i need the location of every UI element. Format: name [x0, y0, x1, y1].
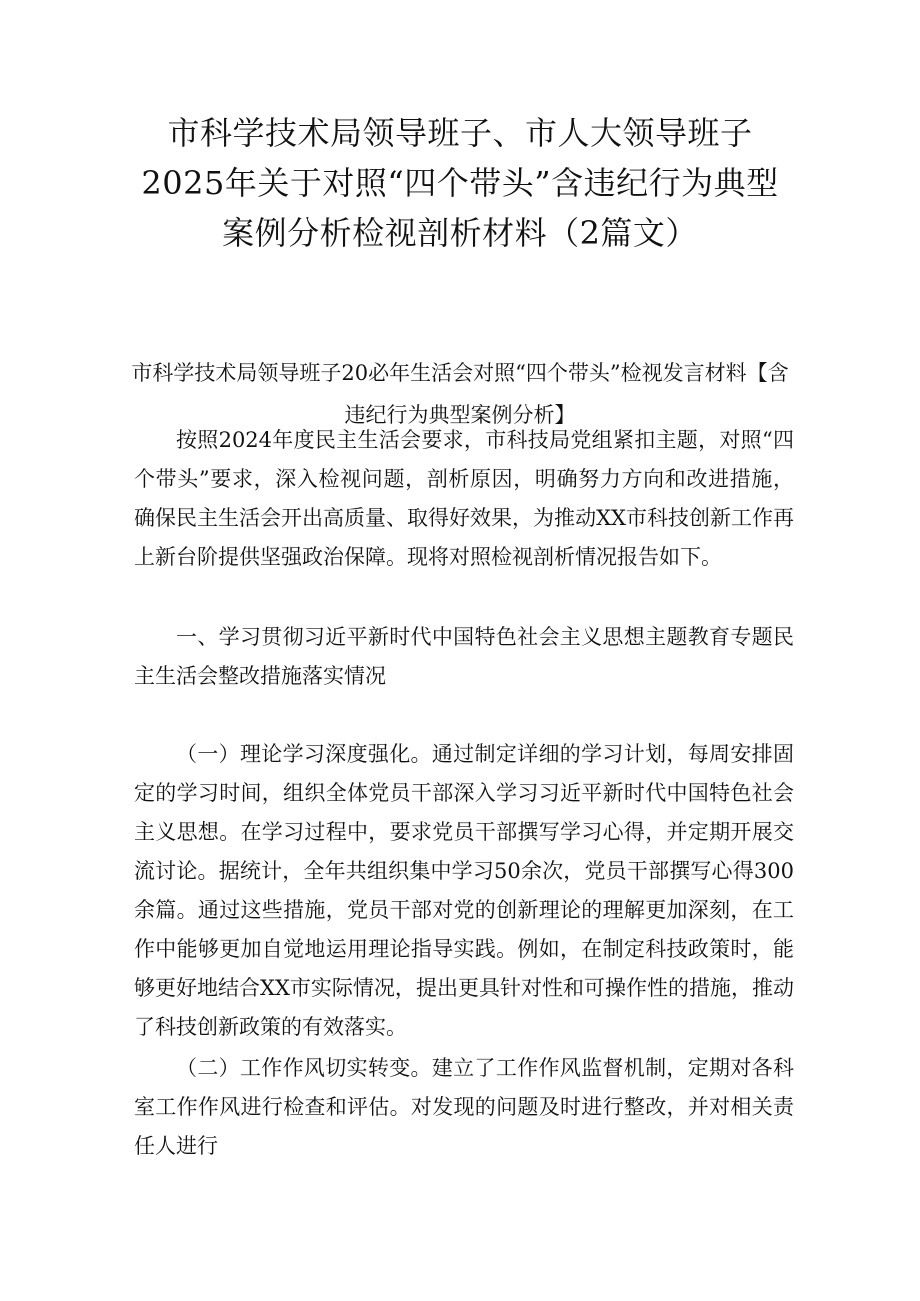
paragraph-work-style: （二）工作作风切实转变。建立了工作作风监督机制，定期对各科室工作作风进行检查和评估。对发现的问题及时进行整改，并对相关责任人进行 — [134, 1056, 794, 1158]
paragraph-intro: 按照2024年度民主生活会要求，市科技局党组紧扣主题，对照“四个带头”要求，深入检视问题，剖析原因，明确努力方向和改进措施，确保民主生活会开出高质量、取得好效果，为推动XX市科技创新工作再上新台阶提供坚强政治保障。现将对照检视剖析情况报告如下。 — [134, 428, 794, 569]
paragraph-theory-study: （一）理论学习深度强化。通过制定详细的学习计划，每周安排固定的学习时间，组织全体党员干部深入学习习近平新时代中国特色社会主义思想。在学习过程中，要求党员干部撰写学习心得，并定期开展交流讨论。据统计，全年共组织集中学习50余次，党员干部撰写心得300余篇。通过这些措施，党员干部对党的创新理论的理解更加深刻，在工作中能够更加自觉地运用理论指导实践。例如，在制定科技政策时，能够更好地结合XX市实际情况，提出更具针对性和可操作性的措施，推动了科技创新政策的有效落实。 — [134, 742, 794, 1039]
section-heading-one: 一、学习贯彻习近平新时代中国特色社会主义思想主题教育专题民主生活会整改措施落实情况 — [134, 625, 794, 688]
document-subtitle: 市科学技术局领导班子20必年生活会对照“四个带头”检视发言材料【含违纪行为典型案例分析】 — [131, 361, 789, 427]
document-title: 市科学技术局领导班子、市人大领导班子2025年关于对照“四个带头”含违纪行为典型案例分析检视剖析材料（2篇文） — [141, 114, 779, 252]
